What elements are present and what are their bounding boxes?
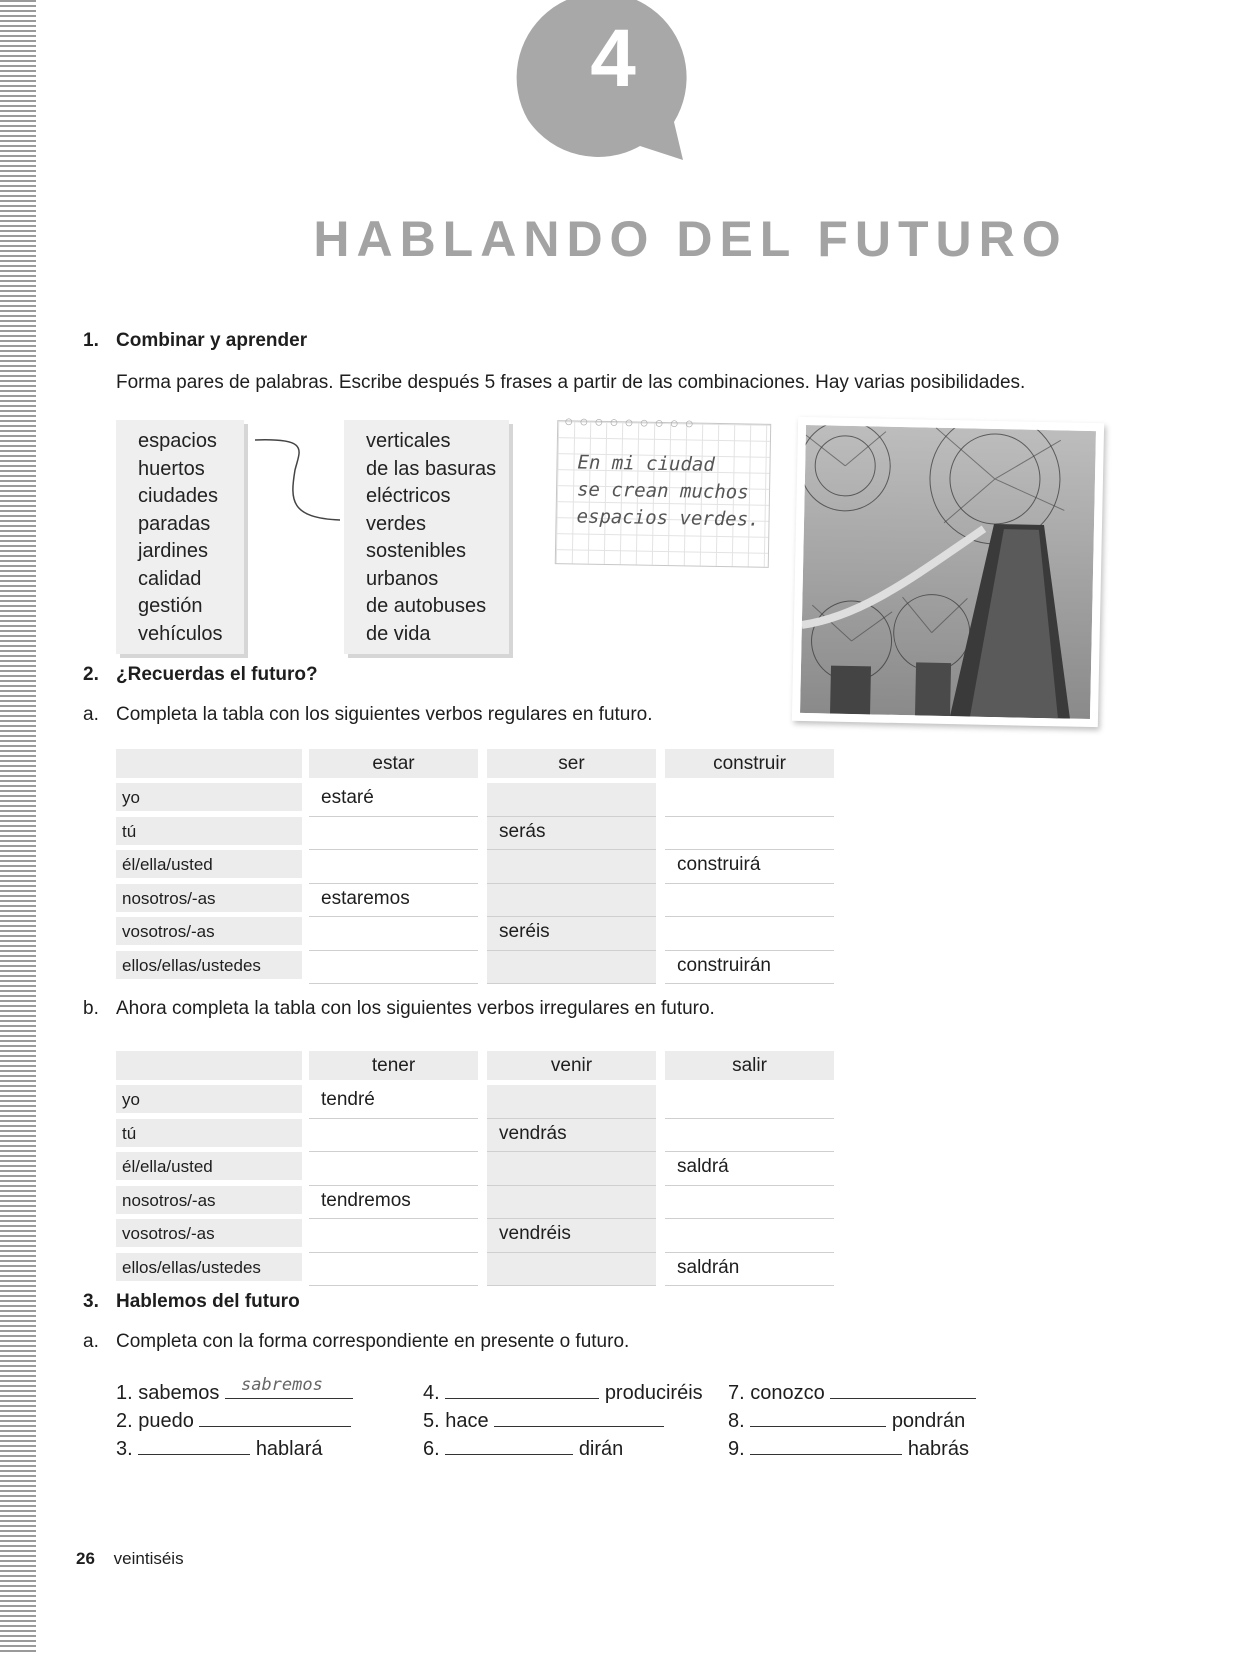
answer-blank[interactable] <box>225 1375 353 1399</box>
conjugation-cell[interactable] <box>487 1085 656 1119</box>
exercise-verb: hace <box>445 1410 489 1432</box>
exercise-number: 8. <box>728 1410 745 1432</box>
conjugation-cell[interactable] <box>487 951 656 985</box>
answer-blank[interactable] <box>750 1434 902 1455</box>
exercise-verb: conozco <box>750 1382 825 1404</box>
conjugation-cell[interactable]: saldrá <box>665 1152 834 1186</box>
right-word: verdes <box>366 512 427 535</box>
conjugation-cell[interactable] <box>309 850 478 884</box>
section-2-title: ¿Recuerdas el futuro? <box>116 664 318 685</box>
left-word: calidad <box>138 567 202 590</box>
conjugation-cell[interactable]: vendréis <box>487 1219 656 1253</box>
pronoun-label: tú <box>116 817 302 845</box>
exercise-item <box>423 1434 623 1462</box>
answer-blank[interactable] <box>445 1378 599 1399</box>
conjugation-cell[interactable] <box>309 917 478 951</box>
conjugation-cell[interactable] <box>665 1085 834 1119</box>
page-number: 26 <box>76 1549 95 1568</box>
table-header-blank <box>116 1051 302 1080</box>
conjugation-cell[interactable] <box>665 884 834 918</box>
exercise-number: 2. <box>116 1410 133 1432</box>
left-word-box <box>116 420 244 654</box>
left-word: ciudades <box>138 485 219 507</box>
left-word: espacios <box>138 430 217 452</box>
example-note <box>555 413 771 568</box>
left-word: paradas <box>138 512 211 535</box>
conjugation-cell[interactable] <box>665 1119 834 1153</box>
conjugation-cell[interactable] <box>665 917 834 951</box>
exercise-number: 9. <box>728 1438 745 1460</box>
conjugation-cell[interactable] <box>487 850 656 884</box>
pronoun-label: él/ella/usted <box>116 1152 302 1180</box>
right-word: eléctricos <box>366 485 451 507</box>
conjugation-cell[interactable] <box>665 783 834 817</box>
exercise-item <box>728 1378 976 1406</box>
exercise-verb: puedo <box>138 1410 194 1432</box>
pronoun-label: yo <box>116 783 302 811</box>
chapter-title: HABLANDO DEL FUTURO <box>313 211 1068 267</box>
handwritten-answer: sabremos <box>240 1375 323 1395</box>
section-1-title: Combinar y aprender <box>116 330 308 351</box>
section-1-instruction: Forma pares de palabras. Escribe después 5 frases a partir de las combinaciones. Hay varias posibilidades. <box>116 372 1026 393</box>
section-2-number: 2. <box>83 664 99 685</box>
supertree-photo <box>792 417 1104 727</box>
exercise-number: 5. <box>423 1410 440 1432</box>
pronoun-label: él/ella/usted <box>116 850 302 878</box>
right-word: de autobuses <box>366 595 487 617</box>
right-word: verticales <box>366 430 451 452</box>
note-line: En mi ciudad <box>577 451 715 476</box>
conjugation-cell[interactable]: serás <box>487 817 656 851</box>
conjugation-cell[interactable]: saldrán <box>665 1253 834 1287</box>
exercise-number: 1. <box>116 1382 133 1404</box>
section-3a-letter: a. <box>83 1331 99 1352</box>
table-header: tener <box>309 1051 478 1080</box>
section-3-title: Hablemos del futuro <box>116 1291 300 1312</box>
exercise-number: 6. <box>423 1438 440 1460</box>
pronoun-label: tú <box>116 1119 302 1147</box>
exercise-verb: sabemos <box>138 1382 220 1404</box>
conjugation-cell[interactable] <box>487 1253 656 1287</box>
table-header: venir <box>487 1051 656 1080</box>
right-word: de las basuras <box>366 457 497 480</box>
exercise-item <box>116 1375 353 1406</box>
exercise-item <box>728 1406 965 1434</box>
left-word: gestión <box>138 595 203 617</box>
right-word-box <box>344 420 509 654</box>
right-word: sostenibles <box>366 540 467 562</box>
conjugation-cell[interactable]: estaremos <box>309 884 478 918</box>
left-word: jardines <box>138 540 209 562</box>
note-line: espacios verdes. <box>576 505 760 531</box>
table-header-blank <box>116 749 302 778</box>
section-1-number: 1. <box>83 330 99 351</box>
exercise-item <box>728 1434 969 1462</box>
section-2a-instruction: Completa la tabla con los siguientes verbos regulares en futuro. <box>116 704 653 725</box>
conjugation-cell[interactable] <box>665 1219 834 1253</box>
pronoun-label: nosotros/-as <box>116 884 302 912</box>
exercise-verb: produciréis <box>604 1382 703 1404</box>
note-line: se crean muchos <box>576 478 749 504</box>
left-word: huertos <box>138 457 205 480</box>
exercise-item <box>423 1378 703 1406</box>
conjugation-cell[interactable] <box>309 1119 478 1153</box>
pronoun-label: ellos/ellas/ustedes <box>116 1253 302 1281</box>
chapter-number: 4 <box>590 13 636 104</box>
conjugation-cell[interactable] <box>487 1152 656 1186</box>
right-word: urbanos <box>366 567 439 590</box>
section-3-number: 3. <box>83 1291 99 1312</box>
conjugation-cell[interactable] <box>487 884 656 918</box>
section-2b-instruction: Ahora completa la tabla con los siguientes verbos irregulares en futuro. <box>116 998 715 1019</box>
exercise-number: 4. <box>423 1382 440 1404</box>
conjugation-cell[interactable] <box>309 1152 478 1186</box>
exercise-number: 3. <box>116 1438 133 1460</box>
conjugation-cell[interactable] <box>665 817 834 851</box>
table-header: estar <box>309 749 478 778</box>
conjugation-cell[interactable]: construirán <box>665 951 834 985</box>
pronoun-label: nosotros/-as <box>116 1186 302 1214</box>
conjugation-cell[interactable]: seréis <box>487 917 656 951</box>
section-2a-letter: a. <box>83 704 99 725</box>
conjugation-cell[interactable]: estaré <box>309 783 478 817</box>
pronoun-label: vosotros/-as <box>116 1219 302 1247</box>
pronoun-label: ellos/ellas/ustedes <box>116 951 302 979</box>
exercise-item <box>423 1406 664 1434</box>
exercise-verb: hablará <box>255 1438 323 1460</box>
conjugation-cell[interactable] <box>309 1253 478 1287</box>
exercise-verb: pondrán <box>891 1410 966 1432</box>
answer-blank[interactable] <box>830 1378 976 1399</box>
conjugation-cell[interactable]: tendré <box>309 1085 478 1119</box>
exercise-item <box>116 1434 323 1462</box>
exercise-verb: habrás <box>907 1438 969 1460</box>
answer-blank[interactable] <box>494 1406 664 1427</box>
page-footer <box>76 1549 184 1569</box>
right-word: de vida <box>366 622 431 645</box>
answer-blank[interactable] <box>445 1434 573 1455</box>
table-header: ser <box>487 749 656 778</box>
exercise-number: 7. <box>728 1382 745 1404</box>
conjugation-cell[interactable] <box>309 951 478 985</box>
conjugation-cell[interactable]: vendrás <box>487 1119 656 1153</box>
connector-line <box>250 430 350 530</box>
section-2b-letter: b. <box>83 998 99 1019</box>
page-word: veintiséis <box>113 1549 184 1568</box>
spiral-rings-icon: ○○○○○○○○○ <box>564 413 700 433</box>
answer-blank[interactable] <box>138 1434 250 1455</box>
conjugation-cell[interactable] <box>487 783 656 817</box>
table-header: construir <box>665 749 834 778</box>
exercise-item <box>116 1406 351 1434</box>
conjugation-cell[interactable]: tendremos <box>309 1186 478 1220</box>
exercise-verb: dirán <box>578 1438 624 1460</box>
conjugation-cell[interactable]: construirá <box>665 850 834 884</box>
pronoun-label: yo <box>116 1085 302 1113</box>
pronoun-label: vosotros/-as <box>116 917 302 945</box>
answer-blank[interactable] <box>199 1406 351 1427</box>
answer-blank[interactable] <box>750 1406 886 1427</box>
table-header: salir <box>665 1051 834 1080</box>
conjugation-cell[interactable] <box>309 817 478 851</box>
section-3a-instruction: Completa con la forma correspondiente en presente o futuro. <box>116 1331 630 1352</box>
conjugation-cell[interactable] <box>665 1186 834 1220</box>
conjugation-cell[interactable] <box>487 1186 656 1220</box>
conjugation-cell[interactable] <box>309 1219 478 1253</box>
left-word: vehículos <box>138 622 223 645</box>
